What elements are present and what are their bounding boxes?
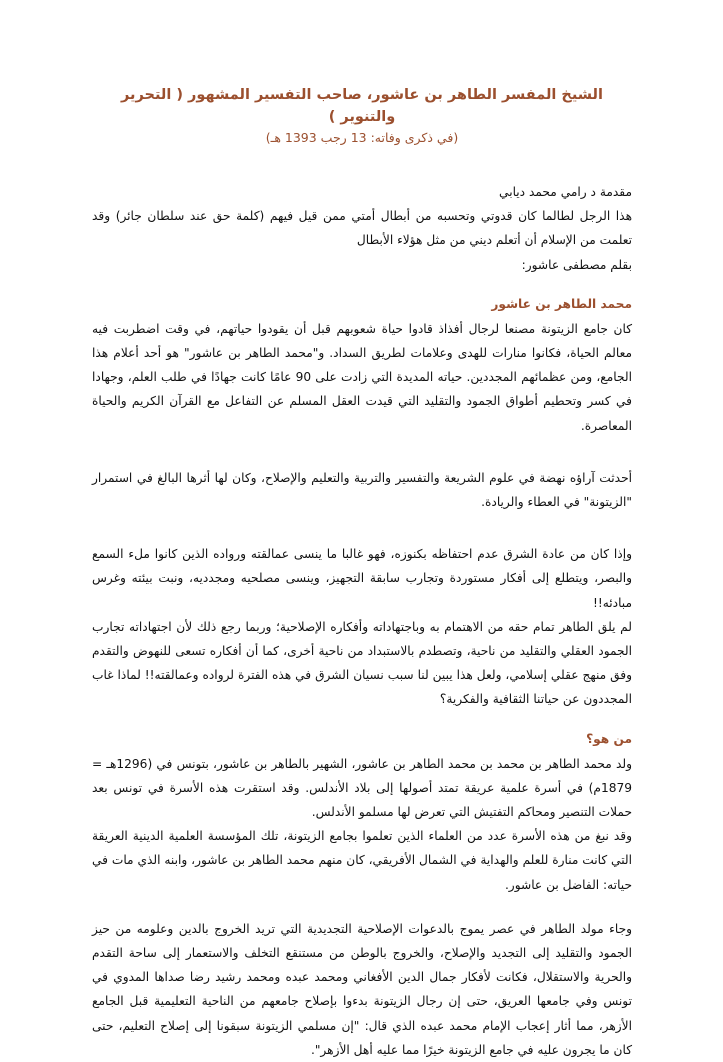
section-heading-biography: محمد الطاهر بن عاشور	[491, 296, 632, 311]
paragraph: أحدثت آراؤه نهضة في علوم الشريعة والتفسير والتربية والتعليم والإصلاح، وكان لها أثرها البالغ في استمرار "الزيتونة" في العطاء والريادة.	[92, 470, 632, 510]
paragraph-spacer	[92, 438, 632, 466]
article-subtitle: (في ذكرى وفاته: 13 رجب 1393 هـ)	[265, 130, 459, 145]
paragraph: لم يلق الطاهر تمام حقه من الاهتمام به وباجتهاداته وأفكاره الإصلاحية؛ وربما رجع ذلك لأن اجتهاداته تجارب الجمود العقلي والتقليد من ناحية، وتصطدم بالاستبداد من ناحية أخرى، كما أن أفكاره تسعى للنهوض والتقدم وفق منهج عقلي إسلامي، ولعل هذا يبين لنا سبب نسيان الشرق في هذه الفترة لرواده وعمالقته!! لماذا غاب المجددون عن حياتنا الثقافية والفكرية؟	[92, 619, 632, 707]
article-title: الشيخ المفسر الطاهر بن عاشور، صاحب التفسير المشهور ( التحرير والتنوير )	[121, 87, 603, 125]
paragraph: وقد نبغ من هذه الأسرة عدد من العلماء الذين تعلموا بجامع الزيتونة، تلك المؤسسة العلمية الدينية العريقة التي كانت منارة للعلم والهداية في الشمال الأفريقي، كان منهم محمد الطاهر بن عاشور، وابنه الذي مات في حياته: الفاضل بن عاشور.	[92, 829, 632, 892]
header-spacer	[92, 148, 632, 180]
paragraph-spacer	[92, 514, 632, 542]
paragraph: وجاء مولد الطاهر في عصر يموج بالدعوات الإصلاحية التجديدية التي تريد الخروج بالدين وعلومه من حيز الجمود والتقليد إلى التجديد والإصلاح، والخروج بالوطن من مستنقع التخلف والاستعمار إلى ساحة التقدم والحرية والاستقلال، فكانت لأفكار جمال الدين الأفغاني ومحمد عبده ومحمد رشيد رضا صداها المدوي في تونس وفي جامعها العريق، حتى إن رجال الزيتونة بدءوا بإصلاح جامعهم من الناحية التعليمية قبل الجامع الأزهر، مما أثار إعجاب الإمام محمد عبده الذي قال: "إن مسلمي الزيتونة سبقونا إلى إصلاح التعليم، حتى كان ما يجرون عليه في جامع الزيتونة خيرًا مما عليه أهل الأزهر".	[92, 921, 632, 1057]
document-page	[92, 84, 632, 1062]
paragraph-spacer	[92, 897, 632, 917]
paragraph: كان جامع الزيتونة مصنعا لرجال أفذاذ قادوا حياة شعوبهم قبل أن يقودوا حياتهم، في وقت اضطربت فيه معالم الحياة، فكانوا منارات للهدى وعلامات لطريق السداد. و"محمد الطاهر بن عاشور" هو أحد أعلام هذا الجامع، ومن عظمائهم المجددين. حياته المديدة التي زادت على 90 عامًا كانت جهادًا في طلب العلم، وجهادا في كسر وتحطيم أطواق الجمود والتقليد التي قيدت العقل المسلم عن التفاعل مع القرآن الكريم والحياة المعاصرة.	[92, 321, 632, 433]
intro-paragraph: هذا الرجل لطالما كان قدوتي وتحسبه من أبطال أمتي ممن قيل فيهم (كلمة حق عند سلطان جائر) وقد تعلمت من الإسلام أن أتعلم ديني من مثل هؤلاء الأبطال	[92, 209, 632, 248]
paragraph: وإذا كان من عادة الشرق عدم احتفاظه بكنوزه، فهو غالبا ما ينسى عمالقته ورواده الذين كانوا ملء السمع والبصر، ويتطلع إلى أفكار مستوردة وتجارب سابقة التجهيز، وينسى مصلحيه ومجدديه، ونبت بيئته وغرس مبادئه!!	[92, 547, 632, 610]
section-heading-who-is-he: من هو؟	[586, 731, 632, 746]
intro-author-line: مقدمة د رامي محمد ديابي	[499, 185, 632, 199]
byline: بقلم مصطفى عاشور:	[521, 257, 632, 272]
paragraph: ولد محمد الطاهر بن محمد بن محمد الطاهر بن عاشور، الشهير بالطاهر بن عاشور، بتونس في (1296هـ = 1879م) في أسرة علمية عريقة تمتد أصولها إلى بلاد الأندلس. وقد استقرت هذه الأسرة في تونس بعد حملات التنصير ومحاكم التفتيش التي تعرض لها مسلمو الأندلس.	[92, 756, 632, 820]
